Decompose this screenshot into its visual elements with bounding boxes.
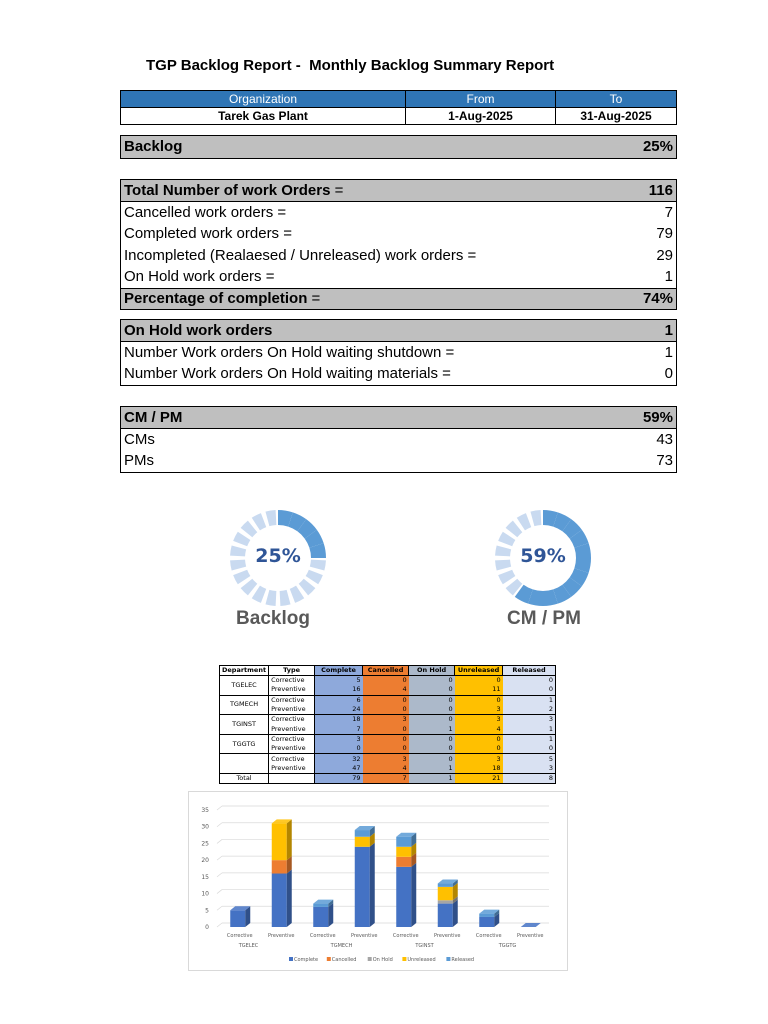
work-orders-box [120, 179, 677, 310]
to-date: 31-Aug-2025 [556, 108, 677, 125]
dept-cell: TGGTG [220, 734, 269, 754]
y-tick-label: 5 [205, 907, 209, 915]
total-unreleased: 21 [455, 773, 503, 783]
dept-cell: TGMECH [220, 695, 269, 715]
on-hold-shutdown-value: 1 [664, 343, 673, 361]
legend-label: Complete [294, 957, 319, 963]
bar-side [287, 870, 292, 927]
type-cell: Preventive [269, 685, 315, 695]
cms-label: CMs [124, 430, 155, 448]
y-tick-label: 0 [205, 924, 209, 931]
stacked-bar-chart [188, 791, 568, 971]
type-cell: Corrective [269, 715, 315, 725]
on-hold-count-label: On Hold work orders = [124, 268, 275, 286]
chart-svg [189, 792, 567, 970]
from-date: 1-Aug-2025 [406, 108, 556, 125]
value-cell: 0 [363, 695, 409, 705]
total-cancelled: 7 [363, 773, 409, 783]
legend-swatch [368, 957, 372, 961]
gauge-empty-segment [233, 570, 250, 584]
value-cell: 0 [455, 734, 503, 744]
type-cell: Corrective [269, 676, 315, 686]
y-tick-label: 10 [201, 890, 209, 898]
pms-value: 73 [656, 452, 673, 470]
type-cell: Corrective [269, 695, 315, 705]
y-tick-label: 30 [201, 823, 209, 831]
gauge-empty-segment [306, 570, 323, 584]
on-hold-label: On Hold work orders [124, 321, 273, 339]
dept-header-type: Type [269, 666, 315, 676]
value-cell: 1 [503, 724, 556, 734]
total-label: Total [220, 773, 269, 783]
gauge-empty-segment [498, 570, 515, 584]
cms-row [121, 429, 676, 451]
on-hold-header-row [121, 320, 676, 342]
type-cell: Preventive [269, 744, 315, 754]
bar-segment-unreleased [355, 837, 370, 847]
bar-segment-complete [438, 904, 453, 927]
on-hold-materials-label: Number Work orders On Hold waiting materials = [124, 365, 451, 383]
value-cell: 6 [315, 695, 363, 705]
value-cell: 3 [455, 754, 503, 764]
x-tick-label: Corrective [392, 933, 419, 939]
backlog-gauge-value: 25% [255, 545, 301, 567]
value-cell: 0 [409, 754, 455, 764]
cancelled-row [121, 202, 676, 224]
total-equals: = [330, 181, 344, 199]
type-cell: Preventive [269, 764, 315, 774]
on-hold-materials-value: 0 [664, 365, 673, 383]
backlog-gauge-label: Backlog [236, 608, 310, 629]
dept-header-on-hold: On Hold [409, 666, 455, 676]
value-cell: 0 [315, 744, 363, 754]
table-row [220, 676, 556, 686]
backlog-box [120, 135, 677, 159]
organization-value: Tarek Gas Plant [121, 108, 406, 125]
legend-swatch [446, 957, 450, 961]
value-cell: 1 [409, 764, 455, 774]
on-hold-count-row [121, 266, 676, 288]
dept-cell [220, 754, 269, 764]
group-label: TGMECH [330, 943, 353, 949]
value-cell: 0 [409, 715, 455, 725]
on-hold-value: 1 [664, 321, 673, 339]
total-work-orders-row [121, 180, 676, 202]
gridline-diag [217, 823, 222, 827]
value-cell: 1 [503, 695, 556, 705]
dept-header-department: Department [220, 666, 269, 676]
value-cell: 0 [409, 705, 455, 715]
cancelled-label: Cancelled work orders = [124, 203, 287, 221]
gauge-empty-segment [299, 579, 316, 596]
value-cell: 3 [363, 715, 409, 725]
bar-segment-unreleased [438, 887, 453, 900]
bar-side [370, 843, 375, 927]
bar-segment-complete [479, 917, 494, 927]
value-cell: 0 [503, 676, 556, 686]
bar-segment-complete [313, 907, 328, 927]
dept-cell: TGINST [220, 715, 269, 735]
gauge-empty-segment [252, 586, 266, 603]
on-hold-box [120, 319, 677, 386]
backlog-value: 25% [642, 138, 673, 156]
value-cell: 0 [409, 685, 455, 695]
value-cell: 7 [315, 724, 363, 734]
value-cell: 16 [315, 685, 363, 695]
total-on-hold: 1 [409, 773, 455, 783]
bar-segment-cancelled [396, 857, 411, 867]
completed-value: 79 [656, 225, 673, 243]
on-hold-shutdown-row [121, 342, 676, 364]
cancelled-value: 7 [664, 203, 673, 221]
completion-row [121, 288, 676, 310]
bar-segment-released [396, 837, 411, 847]
value-cell: 5 [315, 676, 363, 686]
cms-value: 43 [656, 430, 673, 448]
bar-segment-on-hold [438, 900, 453, 903]
value-cell: 3 [315, 734, 363, 744]
value-cell: 0 [409, 676, 455, 686]
gauge-empty-segment [241, 579, 258, 596]
value-cell: 18 [315, 715, 363, 725]
completion-value: 74% [642, 290, 673, 308]
legend-label: Unreleased [407, 957, 436, 963]
value-cell: 4 [363, 764, 409, 774]
type-cell: Corrective [269, 754, 315, 764]
organization-header: Organization [121, 91, 406, 108]
bar-side [287, 819, 292, 860]
on-hold-count-value: 1 [664, 268, 673, 286]
bar-side [411, 863, 416, 927]
x-tick-label: Preventive [516, 933, 544, 939]
table-row [220, 764, 556, 774]
x-tick-label: Corrective [309, 933, 336, 939]
type-cell: Preventive [269, 724, 315, 734]
dept-header-complete: Complete [315, 666, 363, 676]
x-tick-label: Preventive [267, 933, 295, 939]
gridline-diag [217, 906, 222, 910]
to-header: To [556, 91, 677, 108]
gauge-empty-segment [517, 513, 531, 530]
bar-segment-complete [230, 910, 245, 927]
value-cell: 0 [503, 744, 556, 754]
value-cell: 0 [455, 744, 503, 754]
x-tick-label: Preventive [350, 933, 378, 939]
total-complete: 79 [315, 773, 363, 783]
gauge-empty-segment [506, 521, 523, 538]
value-cell: 0 [363, 705, 409, 715]
bar-segment-unreleased [272, 823, 287, 860]
value-cell: 2 [503, 705, 556, 715]
incompleted-value: 29 [656, 246, 673, 264]
legend-swatch [402, 957, 406, 961]
value-cell: 5 [503, 754, 556, 764]
dept-header-released: Released [503, 666, 556, 676]
department-table [219, 665, 556, 784]
dept-cell [220, 764, 269, 774]
backlog-label: Backlog [124, 138, 183, 156]
completion-equals: = [307, 290, 321, 308]
value-cell: 4 [455, 724, 503, 734]
type-cell: Preventive [269, 705, 315, 715]
value-cell: 3 [455, 715, 503, 725]
bar-side [328, 903, 333, 927]
from-header: From [406, 91, 556, 108]
gridline-diag [217, 839, 222, 843]
table-row [220, 724, 556, 734]
gauge-empty-segment [530, 510, 541, 526]
value-cell: 0 [409, 695, 455, 705]
value-cell: 18 [455, 764, 503, 774]
y-tick-label: 25 [201, 840, 209, 848]
legend-swatch [327, 957, 331, 961]
dept-cell: TGELEC [220, 676, 269, 696]
completion-label: Percentage of completion [124, 290, 308, 308]
bar-segment-released [355, 830, 370, 837]
x-tick-label: Corrective [226, 933, 253, 939]
legend-label: On Hold [372, 957, 393, 963]
gauge-empty-segment [241, 521, 258, 538]
on-hold-materials-row [121, 363, 676, 385]
y-tick-label: 35 [201, 807, 209, 814]
value-cell: 3 [503, 715, 556, 725]
gridline-diag [217, 923, 222, 927]
total-work-orders-label: Total Number of work Orders [124, 181, 331, 199]
group-label: TGINST [415, 943, 434, 949]
cm-pm-header-row [121, 407, 676, 429]
value-cell: 0 [455, 695, 503, 705]
legend-swatch [289, 957, 293, 961]
completed-row [121, 223, 676, 245]
value-cell: 4 [363, 685, 409, 695]
cm-pm-value: 59% [642, 408, 673, 426]
group-label: TGELEC [238, 943, 259, 949]
value-cell: 3 [503, 764, 556, 774]
bar-segment-released [479, 914, 494, 917]
type-cell: Corrective [269, 734, 315, 744]
report-header-table [120, 90, 677, 125]
bar-segment-unreleased [396, 847, 411, 857]
cm-pm-gauge-value: 59% [520, 545, 566, 567]
dept-header-unreleased: Unreleased [455, 666, 503, 676]
table-row [220, 695, 556, 705]
incompleted-row [121, 245, 676, 267]
bar-segment-complete [355, 847, 370, 927]
value-cell: 47 [315, 764, 363, 774]
table-row [220, 685, 556, 695]
gauge-empty-segment [265, 510, 276, 526]
value-cell: 0 [503, 685, 556, 695]
value-cell: 0 [409, 734, 455, 744]
dept-header-cancelled: Cancelled [363, 666, 409, 676]
legend-label: Cancelled [331, 957, 357, 963]
gridline-diag [217, 873, 222, 877]
report-title: TGP Backlog Report - Monthly Backlog Summary Report [146, 57, 555, 74]
incompleted-label: Incompleted (Realaesed / Unreleased) work orders = [124, 246, 477, 264]
group-label: TGGTG [498, 943, 517, 949]
backlog-row [121, 136, 676, 158]
pms-row [121, 450, 676, 472]
on-hold-shutdown-label: Number Work orders On Hold waiting shutdown = [124, 343, 455, 361]
completed-label: Completed work orders = [124, 225, 292, 243]
x-tick-label: Corrective [475, 933, 502, 939]
gridline-diag [217, 890, 222, 894]
value-cell: 3 [455, 705, 503, 715]
gridline-diag [217, 806, 222, 810]
total-type [269, 773, 315, 783]
table-row [220, 705, 556, 715]
cm-pm-label: CM / PM [124, 408, 183, 426]
bar-segment-complete [272, 874, 287, 927]
total-work-orders-value: 116 [648, 181, 673, 199]
bar-segment-released [438, 884, 453, 887]
legend-label: Released [451, 957, 475, 963]
value-cell: 3 [363, 754, 409, 764]
table-row [220, 754, 556, 764]
gridline-diag [217, 856, 222, 860]
table-row [220, 734, 556, 744]
x-tick-label: Preventive [433, 933, 461, 939]
gauge-empty-segment [290, 586, 304, 603]
value-cell: 1 [409, 724, 455, 734]
value-cell: 0 [363, 724, 409, 734]
value-cell: 0 [363, 744, 409, 754]
value-cell: 0 [455, 676, 503, 686]
pms-label: PMs [124, 452, 154, 470]
value-cell: 32 [315, 754, 363, 764]
gauge-empty-segment [265, 590, 276, 606]
cm-pm-gauge-label: CM / PM [507, 608, 581, 629]
total-released: 8 [503, 773, 556, 783]
y-tick-label: 20 [201, 857, 209, 865]
bar-side [453, 900, 458, 927]
value-cell: 11 [455, 685, 503, 695]
bar-segment-complete [396, 867, 411, 927]
y-tick-label: 15 [201, 873, 209, 881]
bar-segment-released [313, 904, 328, 907]
dept-total-row [220, 773, 556, 783]
bar-segment-cancelled [272, 860, 287, 873]
value-cell: 24 [315, 705, 363, 715]
value-cell: 0 [363, 734, 409, 744]
bar-top [521, 923, 541, 927]
table-row [220, 715, 556, 725]
cm-pm-box [120, 406, 677, 473]
value-cell: 1 [503, 734, 556, 744]
value-cell: 0 [409, 744, 455, 754]
table-row [220, 744, 556, 754]
gauge-empty-segment [252, 513, 266, 530]
gauge-empty-segment [280, 590, 291, 606]
value-cell: 0 [363, 676, 409, 686]
